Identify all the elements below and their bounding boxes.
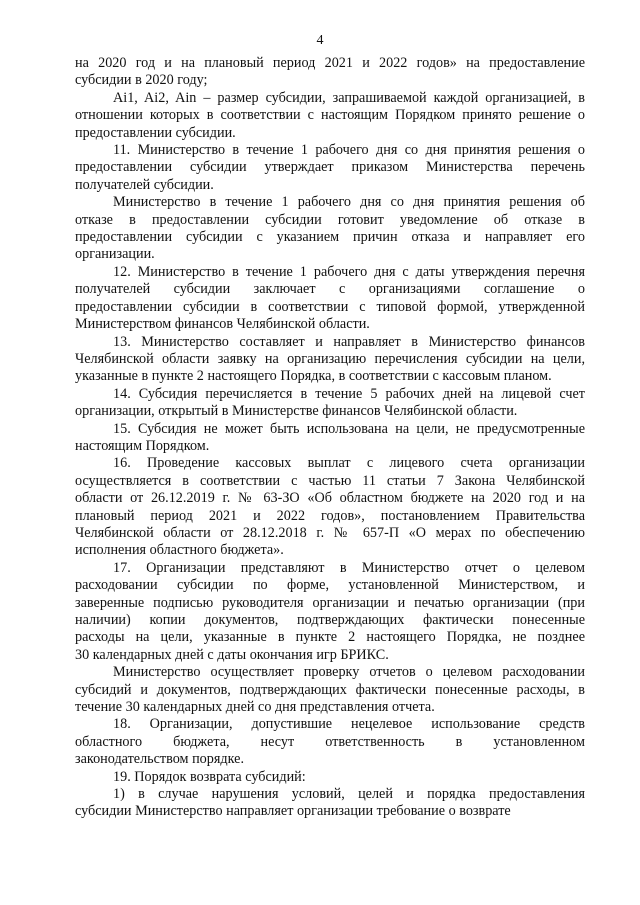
text-line: осуществляется в соответствии с частью 11 статьи 7 Закона Челябинской	[75, 472, 585, 489]
page-number: 4	[316, 33, 324, 48]
paragraph	[75, 421, 585, 456]
text-line: 14. Субсидия перечисляется в течение 5 рабочих дней на лицевой счет	[113, 385, 585, 402]
text-line: Челябинской области заявку на организацию перечисления субсидии на цели,	[75, 350, 585, 367]
paragraph	[75, 264, 585, 334]
text-line: 15. Субсидия не может быть использована на цели, не предусмотренные	[113, 420, 585, 437]
text-line: предоставлении субсидии утверждает приказом Министерства перечень	[75, 159, 585, 176]
text-line: 13. Министерство составляет и направляет в Министерство финансов	[113, 333, 585, 350]
text-line: области от 26.12.2019 г. № 63-ЗО «Об областном бюджете на 2020 год и на	[75, 490, 585, 507]
text-line: организации, открытый в Министерстве финансов Челябинской области.	[75, 403, 518, 420]
text-line: получателей субсидии.	[75, 176, 214, 193]
paragraph	[75, 90, 585, 142]
text-line: наличии) копии документов, подтверждающих фактически понесенные	[75, 612, 585, 628]
paragraph	[75, 786, 585, 821]
paragraph	[75, 716, 585, 768]
text-line: субсидии в 2020 году;	[75, 72, 208, 89]
paragraph	[75, 142, 585, 194]
text-line: отношении которых в соответствии с настоящим Порядком принято решение о	[75, 107, 585, 124]
text-line: субсидий и документов, подтверждающих фактически понесенные расходы, в	[75, 681, 585, 698]
text-line: на 2020 год и на плановый период 2021 и 2022 годов» на предоставление	[75, 55, 585, 71]
text-line: областного бюджета, несут ответственность в установленном	[75, 733, 585, 750]
text-line: заверенные подписью руководителя организации и печатью организации (при	[75, 594, 585, 611]
paragraph	[75, 769, 585, 786]
paragraph	[75, 334, 585, 386]
text-line: исполнения областного бюджета».	[75, 542, 284, 559]
text-line: 17. Организации представляют в Министерство отчет о целевом	[113, 559, 585, 576]
text-line: 1) в случае нарушения условий, целей и порядка предоставления	[113, 786, 585, 803]
paragraph	[75, 560, 585, 664]
text-line: отказе в предоставлении субсидии готовит уведомление об отказе в	[75, 211, 585, 228]
document-body	[75, 55, 585, 821]
text-line: предоставлении субсидии в соответствии с типовой формой, утвержденной	[75, 298, 585, 315]
text-line: 12. Министерство в течение 1 рабочего дня с даты утверждения перечня	[113, 263, 585, 280]
text-line: 11. Министерство в течение 1 рабочего дня со дня принятия решения о	[113, 142, 585, 159]
text-line: субсидии Министерство направляет организации требование о возврате	[75, 803, 511, 820]
text-line: настоящим Порядком.	[75, 437, 210, 454]
paragraph	[75, 194, 585, 264]
paragraph	[75, 386, 585, 421]
text-line: Министерство осуществляет проверку отчетов о целевом расходовании	[113, 664, 585, 681]
text-line: плановый период 2021 и 2022 годов», постановлением Правительства	[75, 507, 585, 524]
text-line: 19. Порядок возврата субсидий:	[113, 768, 306, 785]
text-line: Министерством финансов Челябинской области.	[75, 316, 370, 333]
text-line: предоставлении субсидии с указанием причин отказа и направляет его	[75, 229, 585, 246]
text-line: течение 30 календарных дней со дня представления отчета.	[75, 699, 435, 716]
text-line: указанные в пункте 2 настоящего Порядка, в соответствии с кассовым планом.	[75, 368, 552, 385]
text-line: Министерство в течение 1 рабочего дня со дня принятия решения об	[113, 194, 585, 211]
paragraph	[75, 55, 585, 90]
text-line: получателей субсидии заключает с организациями соглашение о	[75, 281, 585, 298]
text-line: предоставлении субсидии.	[75, 124, 236, 141]
text-line: 30 календарных дней с даты окончания игр БРИКС.	[75, 646, 389, 663]
paragraph	[75, 455, 585, 559]
text-line: расходовании субсидии по форме, установленной Министерством, и	[75, 577, 585, 594]
text-line: законодательством порядке.	[75, 751, 244, 768]
text-line: расходы на цели, указанные в пункте 2 настоящего Порядка, не позднее	[75, 629, 585, 646]
paragraph	[75, 664, 585, 716]
text-line: 16. Проведение кассовых выплат с лицевого счета организации	[113, 455, 585, 472]
text-line: организации.	[75, 246, 155, 263]
text-line: Ai1, Ai2, Ain – размер субсидии, запрашиваемой каждой организацией, в	[113, 89, 585, 106]
text-line: Челябинской области от 28.12.2018 г. № 657-П «О мерах по обеспечению	[75, 524, 585, 541]
text-line: 18. Организации, допустившие нецелевое использование средств	[113, 716, 585, 733]
